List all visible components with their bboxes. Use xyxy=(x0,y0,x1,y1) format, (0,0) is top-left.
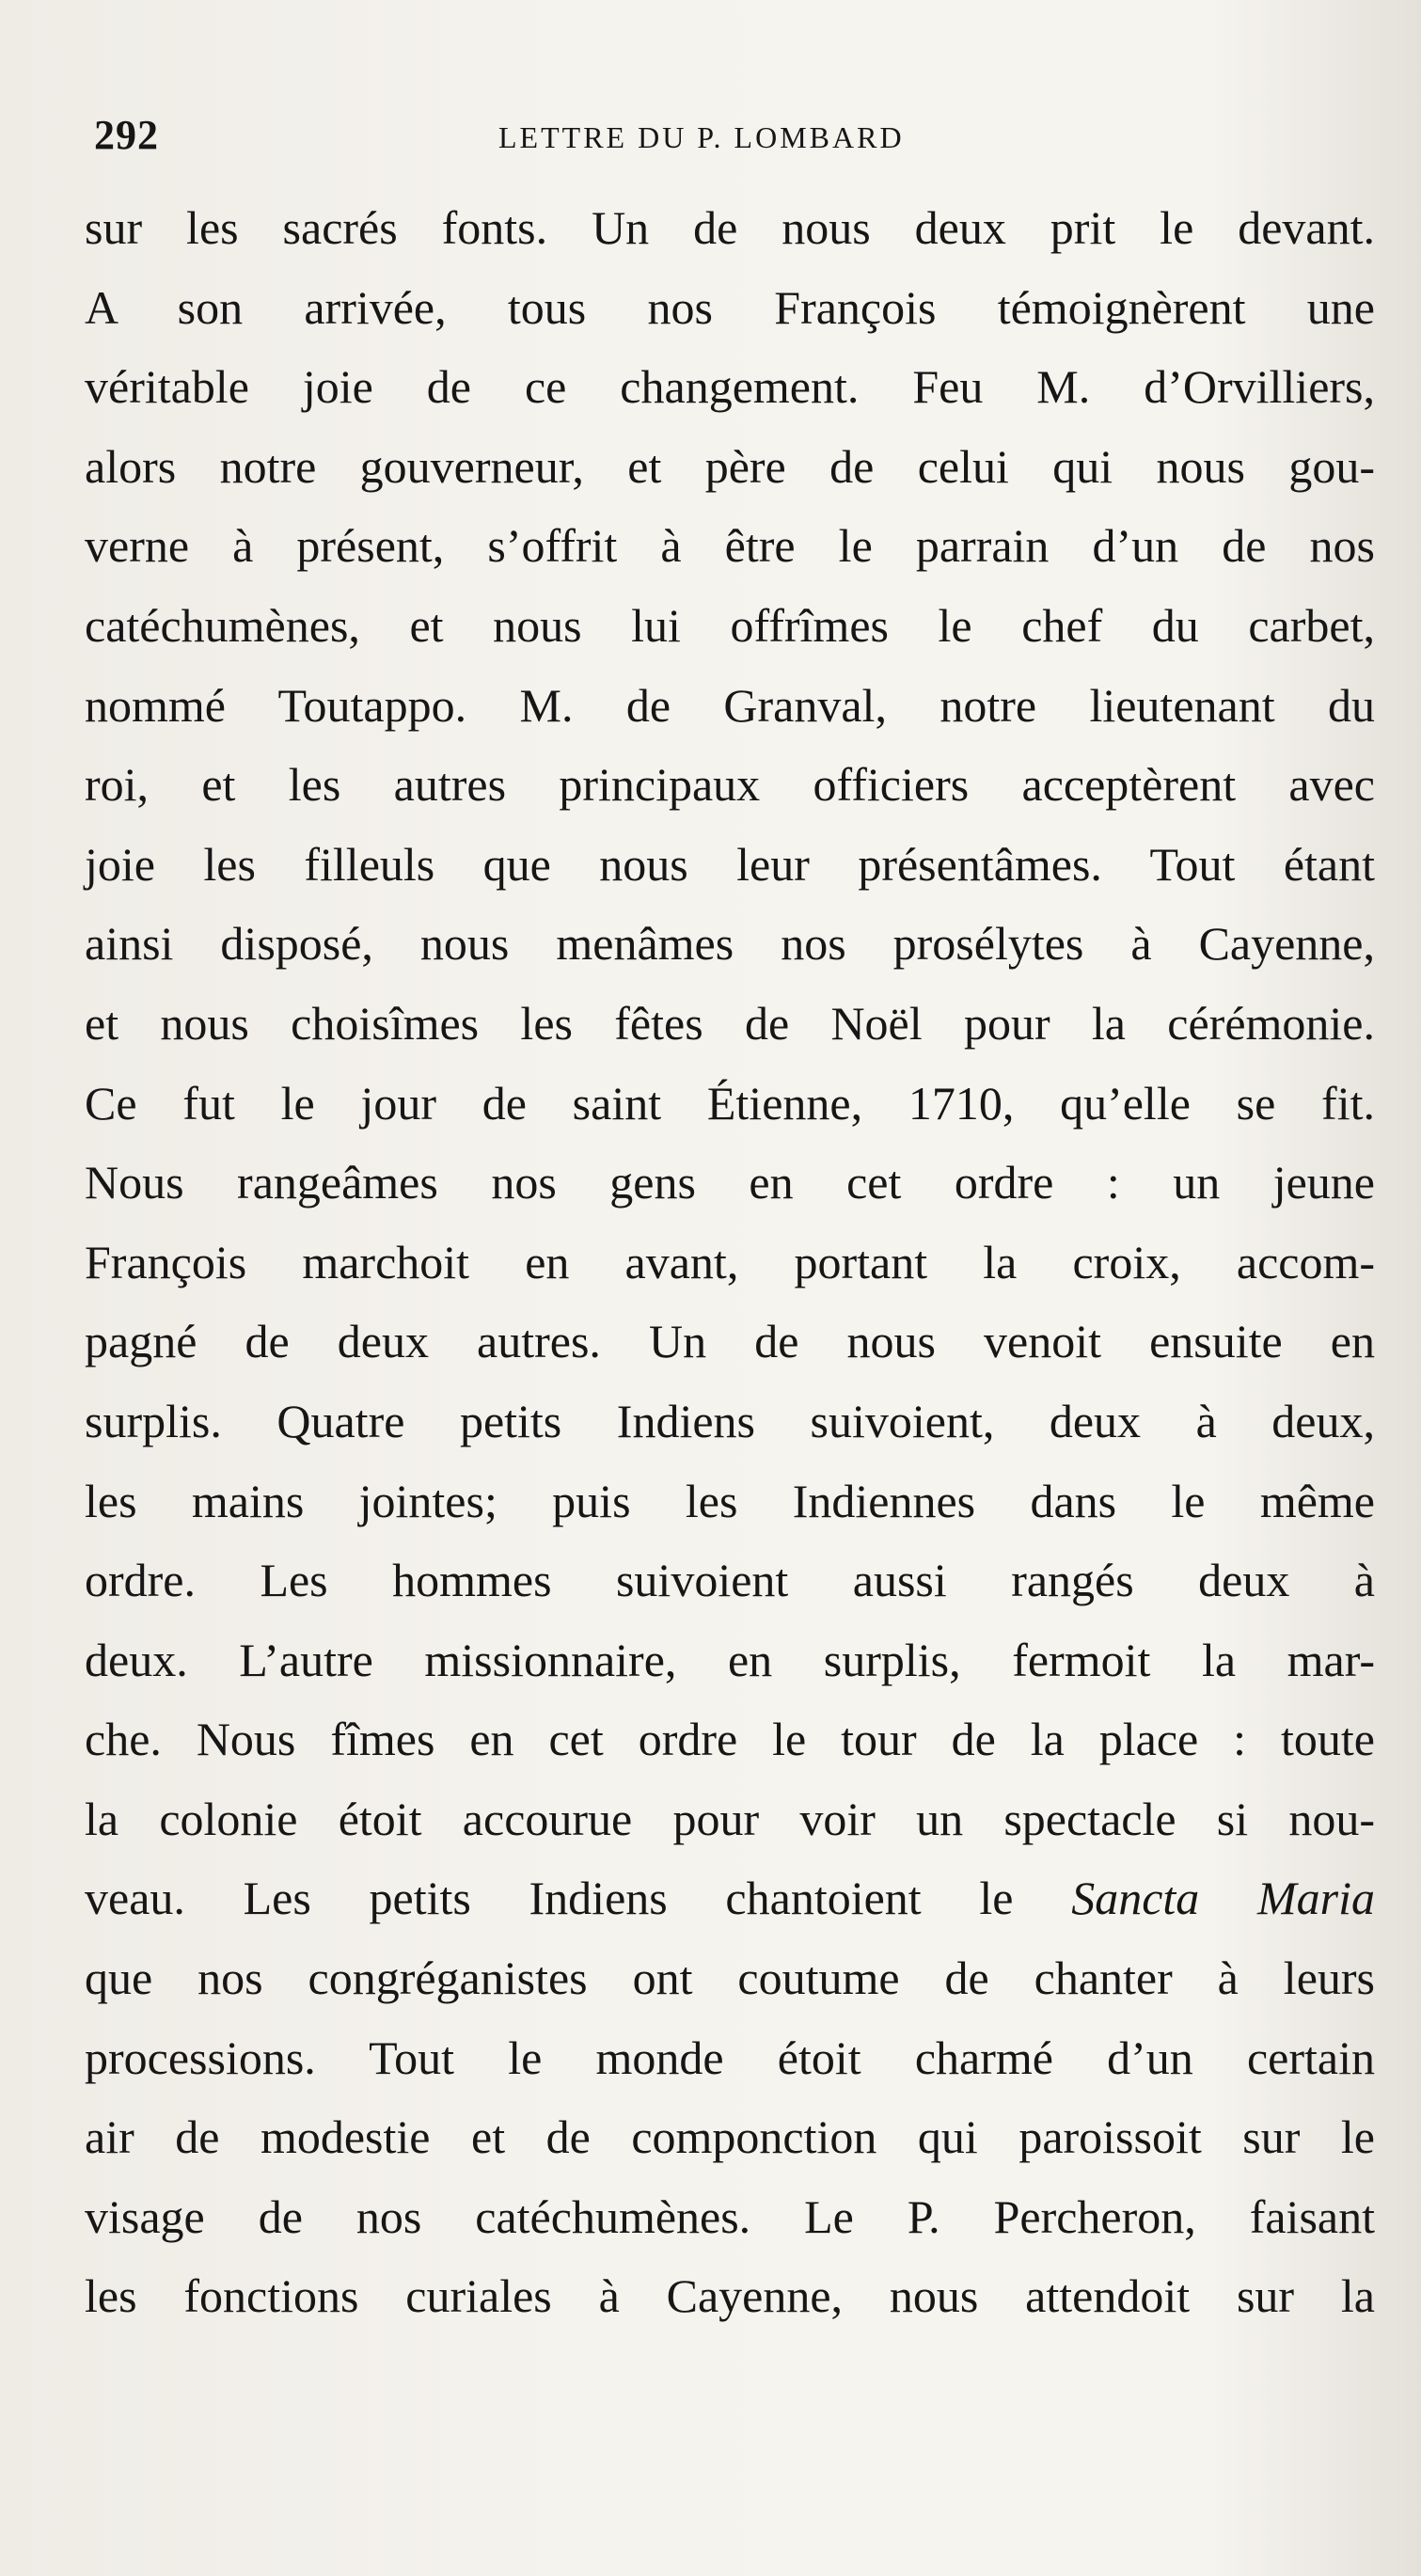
text-line: et nous choisîmes les fêtes de Noël pour la cérémonie. xyxy=(85,996,1375,1050)
text-line: pagné de deux autres. Un de nous venoit ensuite en xyxy=(85,1315,1375,1368)
body-text xyxy=(85,188,1375,2336)
text-line: processions. Tout le monde étoit charmé d’un certain xyxy=(85,2031,1375,2084)
running-head: LETTRE DU P. LOMBARD xyxy=(498,120,905,154)
text-line: que nos congréganistes ont coutume de chanter à leurs xyxy=(85,1952,1375,2005)
text-line: Nous rangeâmes nos gens en cet ordre : un jeune xyxy=(85,1156,1375,1209)
text-line: roi, et les autres principaux officiers acceptèrent avec xyxy=(85,758,1375,812)
page-number: 292 xyxy=(94,112,159,158)
text-line: véritable joie de ce changement. Feu M. d’Orvilliers, xyxy=(85,360,1375,414)
text-line-start: veau. Les petits Indiens chantoient le xyxy=(85,1872,1014,1925)
text-line-with-italic xyxy=(85,1858,1375,1938)
text-line: surplis. Quatre petits Indiens suivoient, deux à deux, xyxy=(85,1394,1375,1447)
text-line: che. Nous fîmes en cet ordre le tour de la place : toute xyxy=(85,1713,1375,1766)
text-line: sur les sacrés fonts. Un de nous deux prit le devant. xyxy=(85,201,1375,254)
text-line: A son arrivée, tous nos François témoignèrent une xyxy=(85,280,1375,334)
text-line: alors notre gouverneur, et père de celui qui nous gou- xyxy=(85,439,1375,493)
text-line: catéchumènes, et nous lui offrîmes le chef du carbet, xyxy=(85,598,1375,652)
text-line: ordre. Les hommes suivoient aussi rangés deux à xyxy=(85,1554,1375,1607)
text-line: nommé Toutappo. M. de Granval, notre lieutenant du xyxy=(85,678,1375,732)
text-line: visage de nos catéchumènes. Le P. Percheron, faisant xyxy=(85,2189,1375,2243)
text-line: les mains jointes; puis les Indiennes dans le même xyxy=(85,1474,1375,1527)
text-line: deux. L’autre missionnaire, en surplis, fermoit la mar- xyxy=(85,1633,1375,1686)
text-line: verne à présent, s’offrit à être le parrain d’un de nos xyxy=(85,519,1375,573)
text-line: air de modestie et de componction qui paroissoit sur le xyxy=(85,2110,1375,2164)
text-line: les fonctions curiales à Cayenne, nous attendoit sur la xyxy=(85,2269,1375,2323)
text-line: Ce fut le jour de saint Étienne, 1710, qu’elle se fit. xyxy=(85,1076,1375,1130)
text-line: la colonie étoit accourue pour voir un spectacle si nou- xyxy=(85,1792,1375,1845)
text-line: ainsi disposé, nous menâmes nos prosélytes à Cayenne, xyxy=(85,917,1375,971)
text-line: François marchoit en avant, portant la croix, accom- xyxy=(85,1235,1375,1288)
italic-phrase: Sancta Maria xyxy=(1071,1872,1375,1925)
text-line: joie les filleuls que nous leur présentâmes. Tout étant xyxy=(85,837,1375,891)
page-header xyxy=(94,111,1373,177)
